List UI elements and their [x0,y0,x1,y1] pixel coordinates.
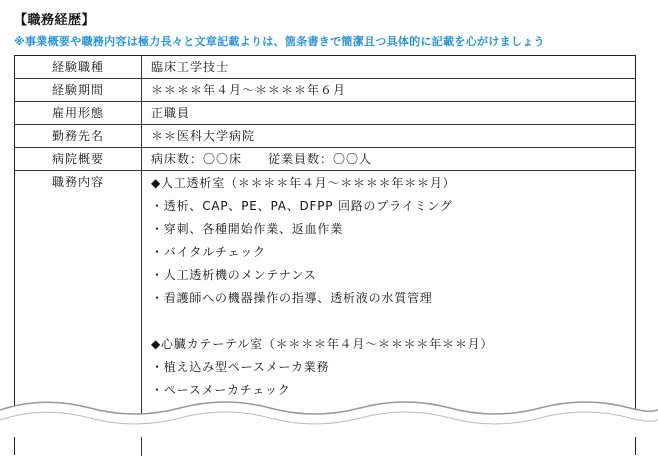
duty-line: ・バイタルチェック [151,245,266,259]
row-label: 勤務先名 [51,129,104,143]
duty-line: ・透析、CAP、PE、PA、DFPP 回路のプライミング [151,199,453,213]
duties-label: 職務内容 [51,175,104,189]
row-label: 経験職種 [51,60,104,74]
row-value: ＊＊医科大学病院 [151,129,256,143]
guidance-note: ※事業概要や職務内容は極力長々と文章記載よりは、箇条書きで簡潔且つ具体的に記載を心がけましょう [14,35,545,48]
table-row [15,79,635,102]
row-label: 病院概要 [51,152,104,166]
row-value: 病床数：〇〇床 従業員数：〇〇人 [151,152,373,166]
row-value: ＊＊＊＊年４月～＊＊＊＊年６月 [151,83,347,97]
torn-edge-wave [0,398,658,437]
row-label: 雇用形態 [51,106,104,120]
row-value: 正職員 [151,106,191,120]
section-heading: 【職務経歴】 [14,13,96,28]
duty-line: ・穿刺、各種開始作業、返血作業 [151,222,344,236]
duty-line: ・看護師への機器操作の指導、透析液の水質管理 [151,291,433,305]
work-history-table [14,55,636,455]
row-value: 臨床工学技士 [151,60,230,74]
duty-line: ・植え込み型ペースメーカ業務 [151,360,330,374]
table-row [15,148,635,171]
table-row [15,56,635,79]
table-row [15,125,635,148]
duty-line: ・人工透析機のメンテナンス [151,268,317,282]
duty-line: ・ペースメーカチェック [151,383,291,397]
duty-line: ◆心臓カテーテル室（＊＊＊＊年４月～＊＊＊＊年＊＊月） [151,337,494,351]
row-label: 経験期間 [51,83,104,97]
column-divider [141,56,142,456]
table-row [15,102,635,125]
duty-line: ◆人工透析室（＊＊＊＊年４月～＊＊＊＊年＊＊月） [151,176,456,190]
